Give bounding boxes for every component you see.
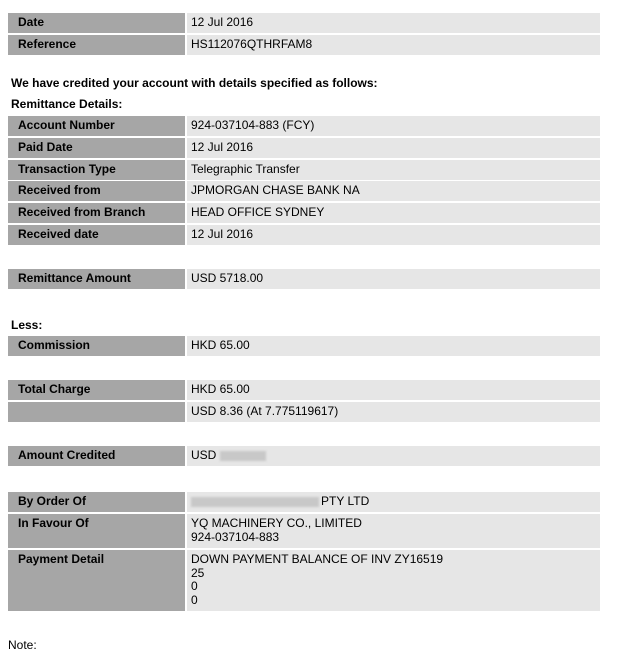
in-favour-name: YQ MACHINERY CO., LIMITED [191, 516, 362, 530]
amount-credited-label: Amount Credited [8, 446, 185, 466]
total-charge-value-hkd: HKD 65.00 [187, 380, 600, 400]
payment-detail-label: Payment Detail [8, 550, 185, 611]
in-favour-label: In Favour Of [8, 514, 185, 548]
transaction-type-value: Telegraphic Transfer [187, 160, 600, 180]
in-favour-account: 924-037104-883 [191, 529, 280, 544]
less-heading: Less: [11, 318, 43, 332]
total-charge-value-usd: USD 8.36 (At 7.775119617) [187, 402, 600, 422]
total-charge-label: Total Charge [8, 380, 185, 400]
received-from-value: JPMORGAN CHASE BANK NA [187, 181, 600, 201]
in-favour-row [8, 514, 600, 548]
transaction-type-label: Transaction Type [8, 160, 185, 180]
date-label: Date [8, 13, 185, 33]
received-date-row [8, 225, 600, 245]
reference-label: Reference [8, 35, 185, 55]
account-value: 924-037104-883 (FCY) [187, 116, 600, 136]
received-from-row [8, 181, 600, 201]
remittance-amount-label: Remittance Amount [8, 269, 185, 289]
payment-detail-line-2: 25 [191, 565, 205, 580]
amount-credited-currency: USD [191, 448, 217, 462]
by-order-row [8, 492, 600, 512]
branch-row [8, 203, 600, 223]
redacted-name [191, 497, 319, 507]
date-value: 12 Jul 2016 [187, 13, 600, 33]
branch-value: HEAD OFFICE SYDNEY [187, 203, 600, 223]
payment-detail-value [187, 550, 600, 611]
payment-detail-line-4: 0 [191, 592, 198, 607]
commission-label: Commission [8, 336, 185, 356]
commission-row [8, 336, 600, 356]
remittance-amount-value: USD 5718.00 [187, 269, 600, 289]
account-label: Account Number [8, 116, 185, 136]
intro-text: We have credited your account with details specified as follows: [11, 76, 378, 90]
received-from-label: Received from [8, 181, 185, 201]
received-date-label: Received date [8, 225, 185, 245]
payment-detail-line-1: DOWN PAYMENT BALANCE OF INV ZY16519 [191, 552, 444, 566]
branch-label: Received from Branch [8, 203, 185, 223]
amount-credited-row [8, 446, 600, 466]
account-row [8, 116, 600, 136]
remittance-heading: Remittance Details: [11, 97, 123, 111]
reference-value: HS112076QTHRFAM8 [187, 35, 600, 55]
transaction-type-row [8, 160, 600, 180]
by-order-label: By Order Of [8, 492, 185, 512]
redacted-amount [220, 451, 266, 461]
total-charge-row [8, 380, 600, 400]
in-favour-value [187, 514, 600, 548]
commission-value: HKD 65.00 [187, 336, 600, 356]
note-label: Note: [8, 638, 37, 652]
paid-date-label: Paid Date [8, 138, 185, 158]
payment-detail-row [8, 550, 600, 611]
total-charge-usd-row [8, 402, 600, 422]
paid-date-value: 12 Jul 2016 [187, 138, 600, 158]
date-row [8, 13, 600, 33]
paid-date-row [8, 138, 600, 158]
by-order-suffix: PTY LTD [321, 494, 370, 508]
amount-credited-value [187, 446, 600, 466]
remittance-amount-row [8, 269, 600, 289]
received-date-value: 12 Jul 2016 [187, 225, 600, 245]
total-charge-blank-label [8, 402, 185, 422]
payment-detail-line-3: 0 [191, 579, 198, 593]
reference-row [8, 35, 600, 55]
by-order-value [187, 492, 600, 512]
